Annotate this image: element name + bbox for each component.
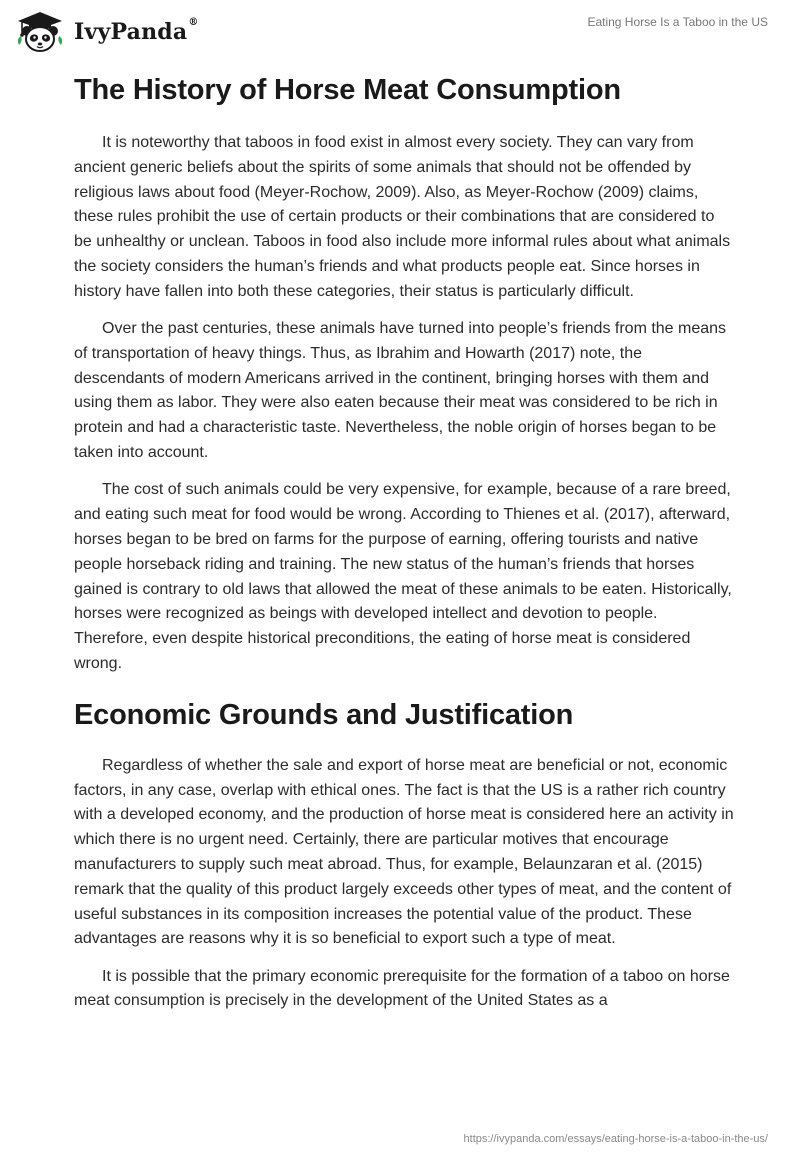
- section-heading: Economic Grounds and Justification: [74, 698, 574, 731]
- section-economic: [74, 697, 734, 1014]
- paragraph: Over the past centuries, these animals have turned into people’s friends from the means of transportation of heavy things. Thus, as Ibrahim and Howarth (2017) note, the descendants of modern Americans arrived in the continent, bringing horses with them and using them as labor. They were also eaten because their meat was considered to be rich in protein and had a characteristic taste. Nevertheless, the noble origin of horses began to be taken into account.: [74, 320, 727, 462]
- site-logo[interactable]: [14, 9, 199, 53]
- paragraph: The cost of such animals could be very expensive, for example, because of a rare breed, and eating such meat for food would be wrong. According to Thienes et al. (2017), afterward, horses began to be bred on farms for the purpose of earning, offering tourists and native people horseback riding and training. The new status of the human’s friends that horses gained is contrary to old laws that allowed the meat of these animals to be eaten. Historically, horses were recognized as beings with developed intellect and devotion to people. Therefore, even despite historical preconditions, the eating of horse meat is considered wrong.: [74, 481, 732, 672]
- section-heading: The History of Horse Meat Consumption: [74, 74, 621, 106]
- essay-content: [74, 72, 734, 1027]
- source-url[interactable]: https://ivypanda.com/essays/eating-horse-is-a-taboo-in-the-us/: [463, 1133, 768, 1145]
- section-history: [74, 72, 734, 677]
- paragraph: It is noteworthy that taboos in food exist in almost every society. They can vary from ancient generic beliefs about the spirits of some animals that should not be offended by religious laws about food (Meyer-Rochow, 2009). Also, as Meyer-Rochow (2009) claims, these rules prohibit the use of certain products or their combinations that are considered to be unhealthy or unclean. Taboos in food also include more informal rules about what animals the society considers the human’s friends and what products people eat. Since horses in history have fallen into both these categories, their status is particularly difficult.: [74, 134, 731, 300]
- panda-graduation-cap-icon: [14, 9, 70, 53]
- registered-mark: ®: [188, 17, 199, 28]
- page-header: [0, 0, 800, 60]
- paragraph: It is possible that the primary economic prerequisite for the formation of a taboo on horse meat consumption is precisely in the development of the United States as a: [74, 967, 730, 1010]
- logo-wordmark: IvyPanda®: [74, 17, 199, 45]
- running-title: Eating Horse Is a Taboo in the US: [587, 15, 768, 29]
- paragraph: Regardless of whether the sale and export of horse meat are beneficial or not, economic factors, in any case, overlap with ethical ones. The fact is that the US is a rather rich country with a developed economy, and the production of horse meat is considered here an activity in which there is no urgent need. Certainly, there are particular motives that encourage manufacturers to supply such meat abroad. Thus, for example, Belaunzaran et al. (2015) remark that the quality of this product largely exceeds other types of meat, and the content of useful substances in its composition increases the potential value of the product. These advantages are reasons why it is so beneficial to export such a type of meat.: [74, 756, 734, 948]
